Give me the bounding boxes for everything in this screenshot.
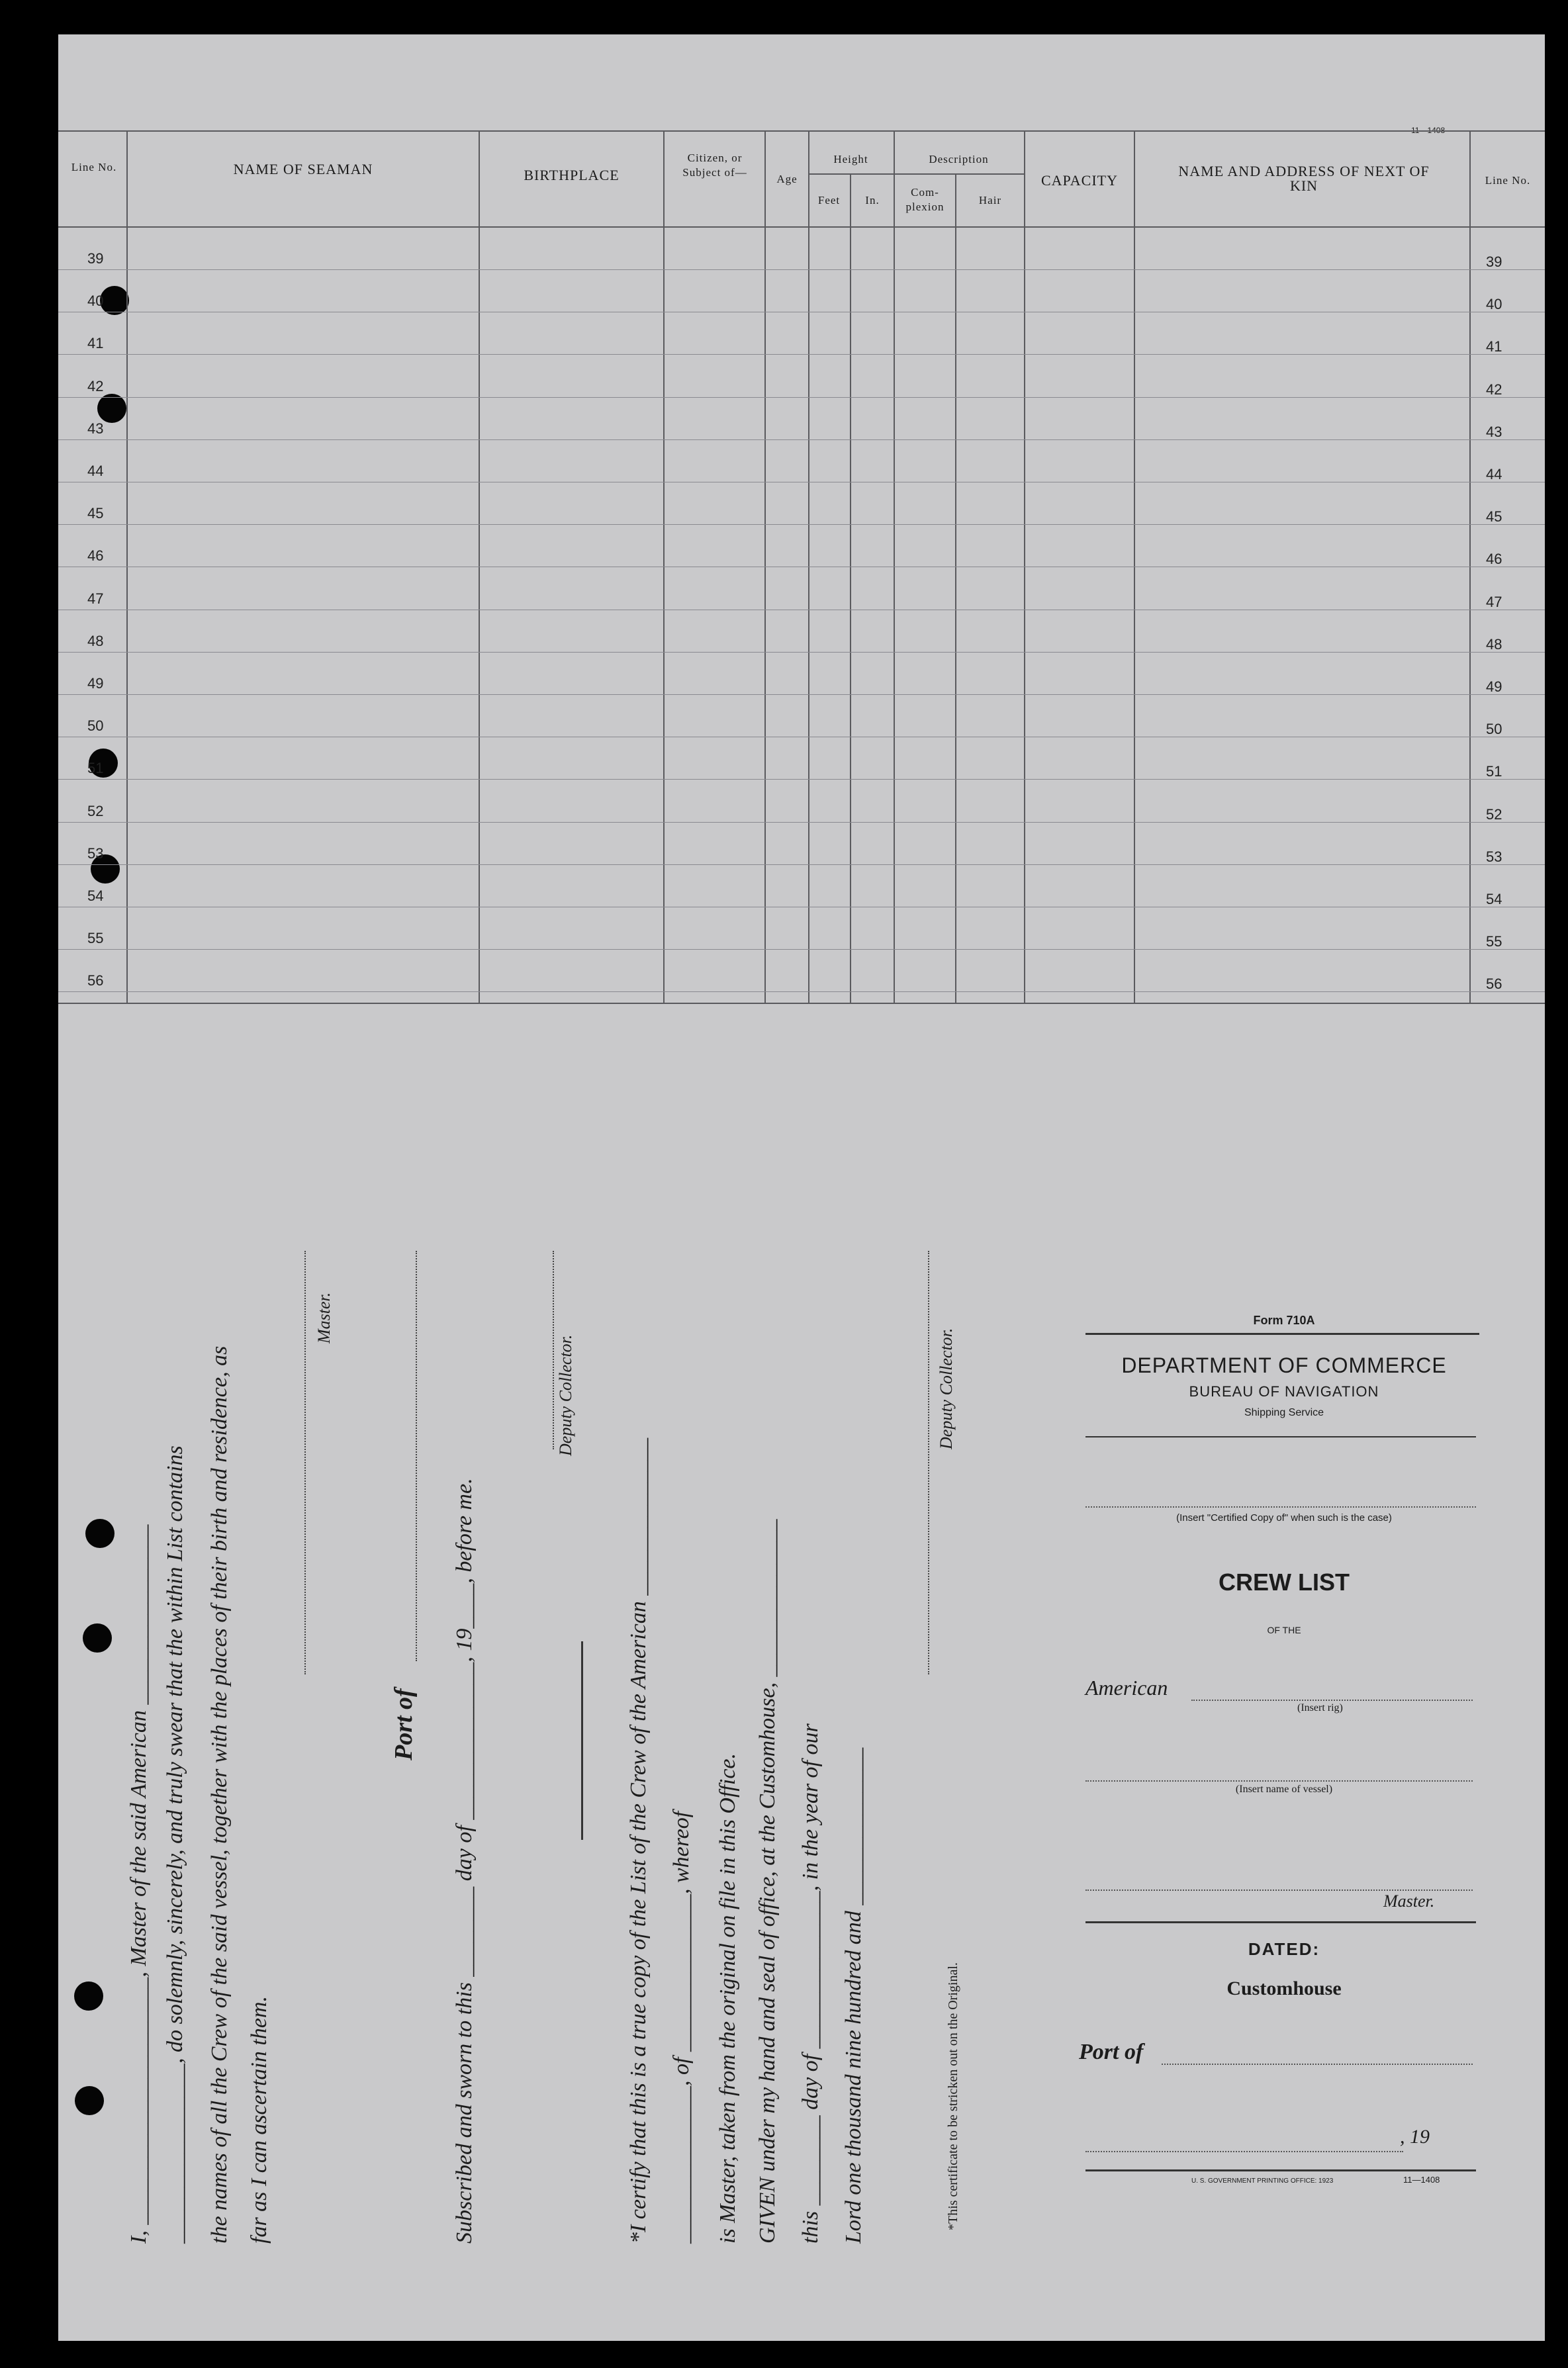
row-rule: [58, 779, 1545, 780]
row-rule: [58, 269, 1545, 270]
header-feet: Feet: [817, 194, 841, 206]
line-number: 45: [87, 505, 104, 522]
certificate-line-1: *I certify that this is a true copy of the List of the Crew of the American ______________: [626, 1437, 651, 2244]
line-number-right: 52: [1486, 805, 1502, 823]
line-number: 47: [87, 590, 104, 607]
line-number-right: 56: [1486, 976, 1502, 993]
line-number: 41: [87, 335, 104, 352]
line-number: 43: [87, 420, 104, 437]
certificate-line-3: is Master, taken from the original on file in this Office.: [715, 1753, 740, 2244]
oath-port-of: Port of: [390, 1688, 418, 1760]
subheader-rule: [808, 173, 1024, 175]
table-bottom-rule: [58, 1003, 1545, 1004]
line-number: 51: [87, 760, 104, 777]
header-next-of-kin: NAME AND ADDRESS OF NEXT OF KIN: [1178, 163, 1430, 194]
certificate-line-5: this ________ day of ______________, in the year of our: [798, 1723, 823, 2244]
header-inches: In.: [865, 194, 880, 206]
header-citizen: Citizen, or Subject of—: [682, 152, 747, 179]
insert-rig-note: (Insert rig): [1297, 1702, 1343, 1713]
header-line-no: Line No.: [71, 161, 117, 173]
column-divider: [850, 173, 851, 1003]
header-age: Age: [776, 173, 798, 185]
certificate-line-4: GIVEN under my hand and seal of office, at the Customhouse, ______________: [755, 1519, 780, 2244]
row-rule: [58, 694, 1545, 695]
oath-line-4: far as I can ascertain them.: [247, 1996, 271, 2244]
line-number: 52: [87, 802, 104, 819]
printer-credit: U. S. GOVERNMENT PRINTING OFFICE: 1923: [1191, 2177, 1334, 2185]
line-number-right: 47: [1486, 593, 1502, 610]
row-rule: [58, 822, 1545, 823]
rig-line: [1191, 1700, 1473, 1701]
oath-line-2: ________________, do solemnly, sincerely, and truly swear that the within List contains: [163, 1445, 187, 2244]
punch-hole: [97, 394, 126, 423]
certificate-footnote: *This certificate to be stricken out on the Original.: [946, 1962, 960, 2230]
row-rule: [58, 949, 1545, 950]
insert-certified-note: (Insert "Certified Copy of" when such is the case): [1176, 1512, 1392, 1524]
line-number: 42: [87, 377, 104, 394]
row-rule: [58, 524, 1545, 525]
port-of-cover-line: [1162, 2064, 1473, 2065]
line-number-right: 50: [1486, 721, 1502, 738]
line-number-right: 49: [1486, 678, 1502, 695]
cover-rule: [1085, 1436, 1476, 1437]
cover-rule: [1085, 2169, 1476, 2171]
row-rule: [58, 864, 1545, 865]
line-number-right: 43: [1486, 423, 1502, 440]
punch-hole: [100, 286, 129, 315]
oath-subscribed: Subscribed and sworn to this ________ day of ______________, 19____, before me.: [452, 1478, 477, 2244]
header-birthplace: BIRTHPLACE: [524, 167, 620, 183]
line-number: 40: [87, 293, 104, 310]
header-height: Height: [833, 153, 868, 165]
of-the-label: OF THE: [1267, 1625, 1301, 1635]
cover-rule: [1085, 1921, 1476, 1923]
cover-rule: [1085, 1333, 1479, 1335]
separator-rule: [581, 1641, 583, 1840]
line-number: 54: [87, 888, 104, 904]
oath-deputy-collector: Deputy Collector.: [556, 1334, 575, 1456]
department-name: DEPARTMENT OF COMMERCE: [1121, 1353, 1447, 1377]
line-number-right: 54: [1486, 891, 1502, 907]
header-complexion: Com-plexion: [905, 186, 945, 213]
punch-hole: [85, 1519, 115, 1548]
master-signature-line: [304, 1251, 306, 1674]
line-number-right: 45: [1486, 508, 1502, 525]
line-number-right: 42: [1486, 381, 1502, 398]
oath-master-label: Master.: [314, 1292, 334, 1343]
line-number: 56: [87, 972, 104, 989]
oath-line-1: I, ______________________, Master of the said American ________________: [126, 1524, 151, 2244]
line-number: 53: [87, 844, 104, 862]
header-capacity: CAPACITY: [1041, 172, 1118, 189]
column-divider: [955, 173, 956, 1003]
oath-line-3: the names of all the Crew of the said vessel, together with the places of their birth and residence, as: [207, 1345, 232, 2244]
line-number-right: 40: [1486, 296, 1502, 313]
line-number-right: 44: [1486, 466, 1502, 482]
line-number: 55: [87, 930, 104, 947]
american-label: American: [1085, 1676, 1168, 1700]
port-of-line: [416, 1251, 417, 1661]
deputy-signature-line-2: [928, 1251, 929, 1674]
line-number: 46: [87, 547, 104, 565]
row-rule: [58, 439, 1545, 440]
row-rule: [58, 991, 1545, 992]
certified-copy-line: [1085, 1506, 1476, 1508]
vessel-name-line: [1085, 1780, 1473, 1782]
header-name-of-seaman: NAME OF SEAMAN: [233, 161, 373, 177]
insert-vessel-note: (Insert name of vessel): [1235, 1784, 1333, 1795]
cover-port-of: Port of: [1079, 2040, 1144, 2064]
line-number: 49: [87, 675, 104, 692]
punch-hole: [74, 1981, 103, 2011]
certificate-line-2: ______________, of ______________, whereof: [669, 1811, 694, 2244]
header-bottom-rule: [58, 226, 1545, 228]
cover-master-label: Master.: [1383, 1891, 1435, 1911]
cover-form-code: 11—1408: [1403, 2175, 1440, 2185]
date-line: [1085, 2151, 1403, 2152]
row-rule: [58, 354, 1545, 355]
line-number: 50: [87, 717, 104, 735]
line-number-right: 55: [1486, 933, 1502, 950]
nineteen-label: , 19: [1400, 2126, 1430, 2148]
punch-hole: [75, 2086, 104, 2115]
line-number-right: 39: [1486, 253, 1502, 270]
crew-list-title: CREW LIST: [1219, 1569, 1350, 1596]
master-name-line: [1085, 1890, 1473, 1891]
header-hair: Hair: [978, 194, 1002, 206]
line-number-right: 51: [1486, 763, 1502, 780]
header-top-rule: [58, 130, 1545, 132]
shipping-service: Shipping Service: [1244, 1407, 1324, 1418]
header-line-no-right: Line No.: [1485, 174, 1531, 187]
line-number: 44: [87, 463, 104, 479]
bureau-name: BUREAU OF NAVIGATION: [1189, 1383, 1379, 1400]
line-number-right: 48: [1486, 635, 1502, 653]
punch-hole: [83, 1623, 112, 1653]
header-description: Description: [929, 153, 989, 165]
line-number: 48: [87, 632, 104, 649]
line-number-right: 46: [1486, 551, 1502, 568]
row-rule: [58, 652, 1545, 653]
customhouse-label: Customhouse: [1226, 1978, 1342, 1999]
certificate-line-6: Lord one thousand nine hundred and ______________: [841, 1747, 866, 2244]
line-number-right: 53: [1486, 848, 1502, 865]
dated-label: DATED:: [1248, 1939, 1320, 1959]
line-number-right: 41: [1486, 338, 1502, 355]
row-rule: [58, 397, 1545, 398]
line-number: 39: [87, 250, 104, 267]
form-number: Form 710A: [1253, 1314, 1315, 1327]
certificate-deputy-collector: Deputy Collector.: [937, 1328, 956, 1449]
